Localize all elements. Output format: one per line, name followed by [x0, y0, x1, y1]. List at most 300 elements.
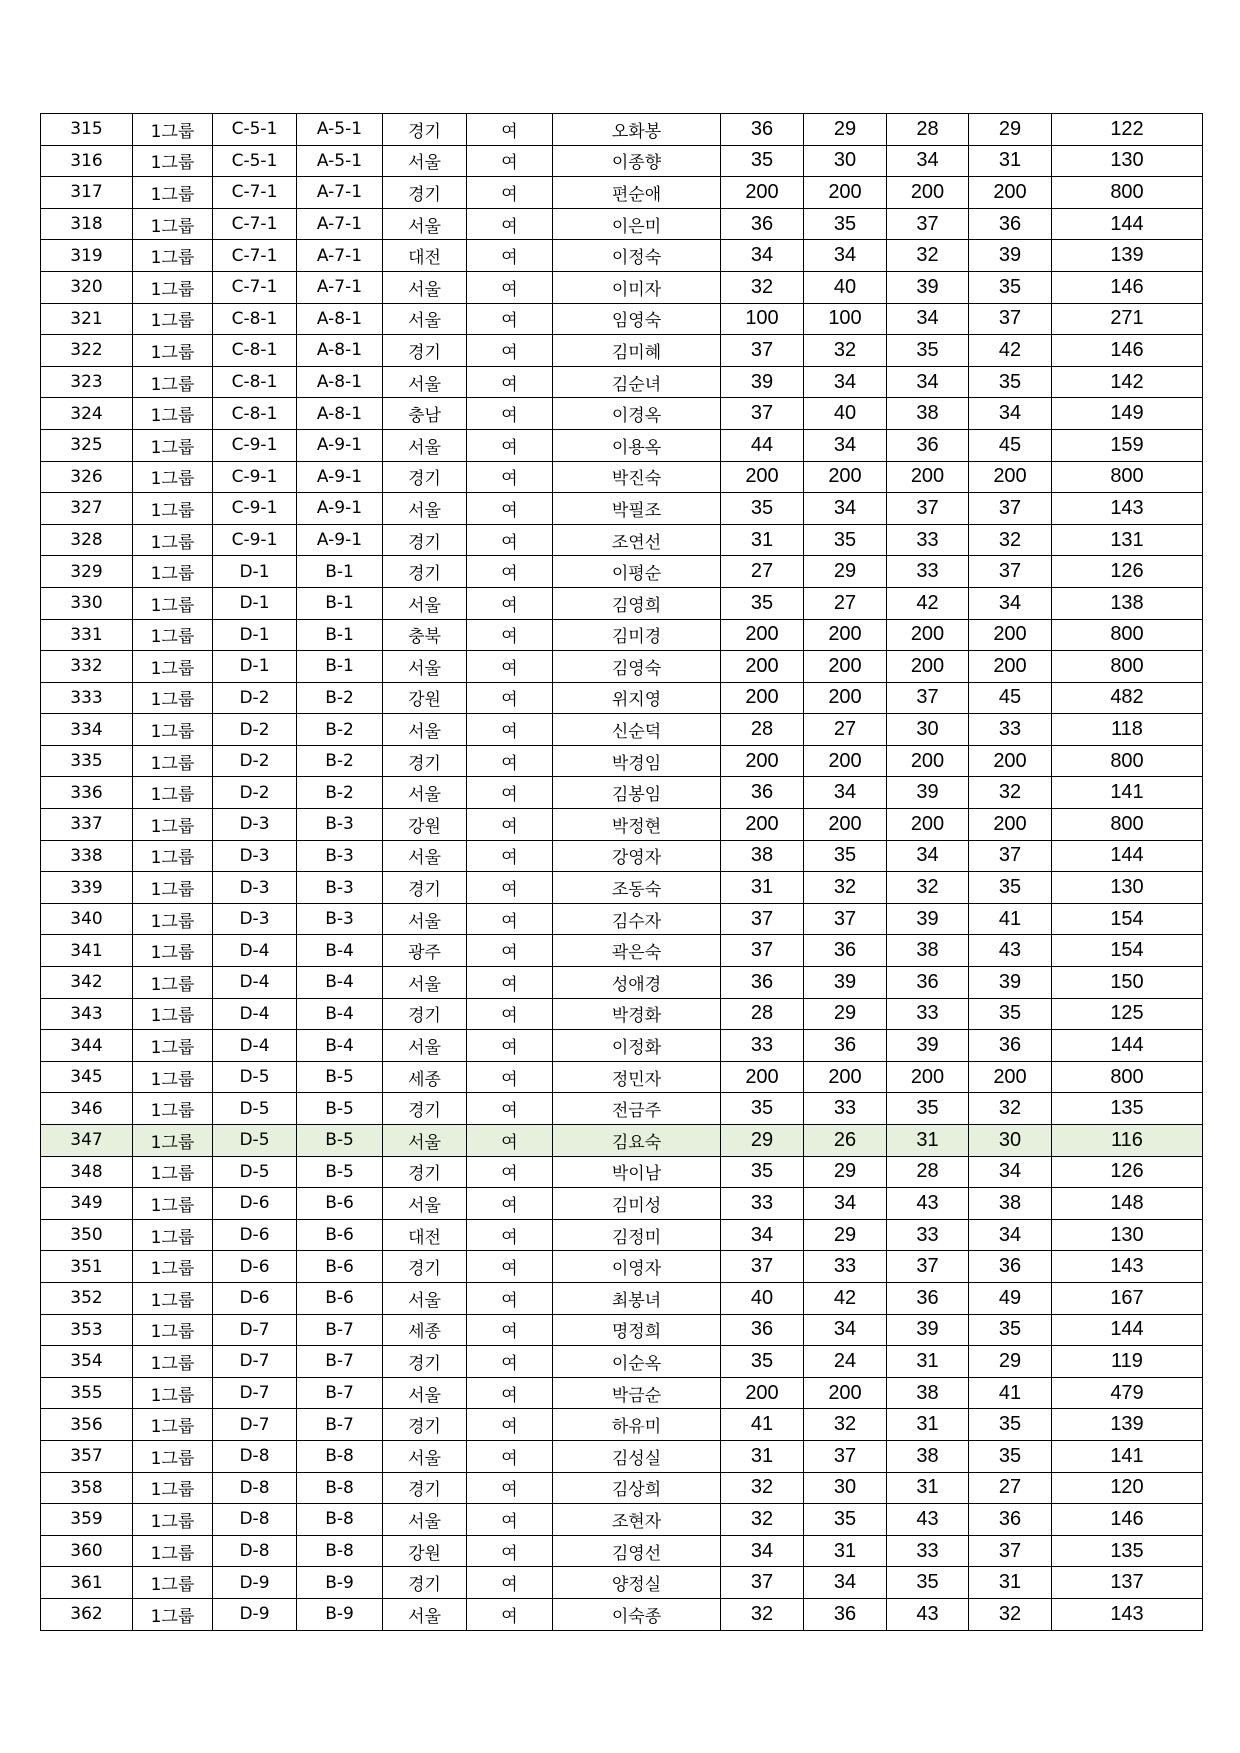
score-round-1-cell: 44 — [721, 429, 804, 461]
total-score-cell: 800 — [1052, 809, 1203, 841]
region-cell: 서울 — [383, 1504, 467, 1536]
gender-cell: 여 — [467, 1377, 553, 1409]
player-name-cell: 강영자 — [553, 840, 721, 872]
course-c-cell: D-2 — [213, 682, 297, 714]
gender-cell: 여 — [467, 1535, 553, 1567]
course-c-cell: D-9 — [213, 1567, 297, 1599]
score-round-1-cell: 36 — [721, 114, 804, 146]
score-round-4-cell: 41 — [969, 903, 1052, 935]
total-score-cell: 141 — [1052, 1440, 1203, 1472]
score-round-3-cell: 200 — [887, 745, 969, 777]
table-row — [41, 1535, 1203, 1567]
player-name-cell: 김미성 — [553, 1188, 721, 1220]
gender-cell: 여 — [467, 998, 553, 1030]
table-row — [41, 1156, 1203, 1188]
score-round-2-cell: 39 — [804, 967, 887, 999]
row-number-cell: 325 — [41, 429, 133, 461]
region-cell: 경기 — [383, 745, 467, 777]
total-score-cell: 800 — [1052, 745, 1203, 777]
score-round-3-cell: 33 — [887, 1219, 969, 1251]
score-round-3-cell: 200 — [887, 1061, 969, 1093]
score-round-2-cell: 36 — [804, 1598, 887, 1630]
course-a-cell: B-5 — [297, 1156, 383, 1188]
gender-cell: 여 — [467, 1346, 553, 1378]
table-row — [41, 935, 1203, 967]
group-cell: 1그룹 — [133, 1377, 213, 1409]
total-score-cell: 271 — [1052, 303, 1203, 335]
course-c-cell: D-6 — [213, 1251, 297, 1283]
score-round-3-cell: 38 — [887, 398, 969, 430]
player-name-cell: 이종향 — [553, 145, 721, 177]
score-round-2-cell: 100 — [804, 303, 887, 335]
region-cell: 경기 — [383, 872, 467, 904]
gender-cell: 여 — [467, 493, 553, 525]
score-round-1-cell: 200 — [721, 1061, 804, 1093]
score-round-1-cell: 35 — [721, 587, 804, 619]
region-cell: 서울 — [383, 493, 467, 525]
score-round-2-cell: 26 — [804, 1125, 887, 1157]
table-row — [41, 1061, 1203, 1093]
score-round-2-cell: 32 — [804, 335, 887, 367]
gender-cell: 여 — [467, 1156, 553, 1188]
course-a-cell: B-4 — [297, 998, 383, 1030]
score-round-1-cell: 37 — [721, 1251, 804, 1283]
course-c-cell: D-9 — [213, 1598, 297, 1630]
group-cell: 1그룹 — [133, 1282, 213, 1314]
score-round-4-cell: 200 — [969, 651, 1052, 683]
score-round-4-cell: 200 — [969, 1061, 1052, 1093]
table-row — [41, 429, 1203, 461]
table-row — [41, 1346, 1203, 1378]
total-score-cell: 148 — [1052, 1188, 1203, 1220]
score-round-4-cell: 32 — [969, 1093, 1052, 1125]
score-round-3-cell: 34 — [887, 840, 969, 872]
score-round-4-cell: 41 — [969, 1377, 1052, 1409]
gender-cell: 여 — [467, 651, 553, 683]
course-c-cell: D-4 — [213, 967, 297, 999]
region-cell: 서울 — [383, 1030, 467, 1062]
region-cell: 서울 — [383, 1377, 467, 1409]
score-round-4-cell: 35 — [969, 1314, 1052, 1346]
gender-cell: 여 — [467, 809, 553, 841]
table-row — [41, 177, 1203, 209]
gender-cell: 여 — [467, 903, 553, 935]
player-name-cell: 이영자 — [553, 1251, 721, 1283]
row-number-cell: 344 — [41, 1030, 133, 1062]
course-c-cell: D-8 — [213, 1440, 297, 1472]
score-round-3-cell: 38 — [887, 1377, 969, 1409]
gender-cell: 여 — [467, 240, 553, 272]
score-round-2-cell: 34 — [804, 429, 887, 461]
total-score-cell: 800 — [1052, 1061, 1203, 1093]
region-cell: 서울 — [383, 587, 467, 619]
gender-cell: 여 — [467, 303, 553, 335]
group-cell: 1그룹 — [133, 303, 213, 335]
score-round-2-cell: 29 — [804, 1156, 887, 1188]
score-round-4-cell: 35 — [969, 1440, 1052, 1472]
score-round-2-cell: 34 — [804, 1188, 887, 1220]
region-cell: 경기 — [383, 461, 467, 493]
player-name-cell: 조동숙 — [553, 872, 721, 904]
total-score-cell: 130 — [1052, 1219, 1203, 1251]
table-row — [41, 1377, 1203, 1409]
group-cell: 1그룹 — [133, 1472, 213, 1504]
score-round-3-cell: 28 — [887, 1156, 969, 1188]
table-row — [41, 998, 1203, 1030]
region-cell: 서울 — [383, 1282, 467, 1314]
group-cell: 1그룹 — [133, 1314, 213, 1346]
course-a-cell: B-5 — [297, 1125, 383, 1157]
gender-cell: 여 — [467, 1314, 553, 1346]
score-round-1-cell: 37 — [721, 1567, 804, 1599]
course-a-cell: B-6 — [297, 1188, 383, 1220]
row-number-cell: 345 — [41, 1061, 133, 1093]
score-round-3-cell: 37 — [887, 682, 969, 714]
gender-cell: 여 — [467, 398, 553, 430]
row-number-cell: 335 — [41, 745, 133, 777]
row-number-cell: 352 — [41, 1282, 133, 1314]
score-round-1-cell: 35 — [721, 1093, 804, 1125]
course-c-cell: D-5 — [213, 1156, 297, 1188]
course-a-cell: B-3 — [297, 809, 383, 841]
region-cell: 강원 — [383, 809, 467, 841]
course-c-cell: C-7-1 — [213, 177, 297, 209]
player-name-cell: 박경화 — [553, 998, 721, 1030]
group-cell: 1그룹 — [133, 524, 213, 556]
course-a-cell: B-1 — [297, 587, 383, 619]
row-number-cell: 357 — [41, 1440, 133, 1472]
score-round-2-cell: 36 — [804, 1030, 887, 1062]
total-score-cell: 800 — [1052, 651, 1203, 683]
score-round-3-cell: 200 — [887, 651, 969, 683]
score-round-1-cell: 36 — [721, 777, 804, 809]
total-score-cell: 167 — [1052, 1282, 1203, 1314]
course-a-cell: B-6 — [297, 1251, 383, 1283]
course-c-cell: D-4 — [213, 935, 297, 967]
course-c-cell: D-3 — [213, 872, 297, 904]
table-row — [41, 651, 1203, 683]
score-round-1-cell: 32 — [721, 1504, 804, 1536]
course-a-cell: B-3 — [297, 903, 383, 935]
gender-cell: 여 — [467, 619, 553, 651]
score-round-2-cell: 35 — [804, 208, 887, 240]
course-a-cell: A-7-1 — [297, 208, 383, 240]
row-number-cell: 351 — [41, 1251, 133, 1283]
score-round-4-cell: 32 — [969, 1598, 1052, 1630]
region-cell: 강원 — [383, 1535, 467, 1567]
group-cell: 1그룹 — [133, 935, 213, 967]
player-name-cell: 신순덕 — [553, 714, 721, 746]
region-cell: 경기 — [383, 1567, 467, 1599]
player-name-cell: 이평순 — [553, 556, 721, 588]
score-round-4-cell: 36 — [969, 1251, 1052, 1283]
table-row — [41, 335, 1203, 367]
player-name-cell: 김미혜 — [553, 335, 721, 367]
score-round-2-cell: 30 — [804, 145, 887, 177]
table-row — [41, 587, 1203, 619]
score-round-1-cell: 200 — [721, 1377, 804, 1409]
group-cell: 1그룹 — [133, 651, 213, 683]
player-name-cell: 김영선 — [553, 1535, 721, 1567]
score-round-3-cell: 37 — [887, 493, 969, 525]
course-c-cell: C-8-1 — [213, 398, 297, 430]
region-cell: 세종 — [383, 1061, 467, 1093]
score-round-2-cell: 29 — [804, 1219, 887, 1251]
row-number-cell: 327 — [41, 493, 133, 525]
region-cell: 경기 — [383, 177, 467, 209]
row-number-cell: 315 — [41, 114, 133, 146]
gender-cell: 여 — [467, 208, 553, 240]
course-a-cell: A-8-1 — [297, 366, 383, 398]
group-cell: 1그룹 — [133, 493, 213, 525]
score-round-1-cell: 31 — [721, 1440, 804, 1472]
score-round-2-cell: 200 — [804, 809, 887, 841]
player-name-cell: 전금주 — [553, 1093, 721, 1125]
row-number-cell: 319 — [41, 240, 133, 272]
total-score-cell: 482 — [1052, 682, 1203, 714]
table-row — [41, 366, 1203, 398]
player-name-cell: 이경옥 — [553, 398, 721, 430]
score-round-1-cell: 32 — [721, 1472, 804, 1504]
course-a-cell: B-8 — [297, 1472, 383, 1504]
score-round-4-cell: 37 — [969, 556, 1052, 588]
score-round-2-cell: 32 — [804, 1409, 887, 1441]
score-round-1-cell: 200 — [721, 745, 804, 777]
score-round-4-cell: 200 — [969, 461, 1052, 493]
course-c-cell: D-1 — [213, 587, 297, 619]
region-cell: 서울 — [383, 840, 467, 872]
score-round-2-cell: 24 — [804, 1346, 887, 1378]
score-round-3-cell: 43 — [887, 1188, 969, 1220]
player-name-cell: 이정숙 — [553, 240, 721, 272]
group-cell: 1그룹 — [133, 1598, 213, 1630]
score-round-1-cell: 35 — [721, 493, 804, 525]
player-name-cell: 김순녀 — [553, 366, 721, 398]
score-round-4-cell: 39 — [969, 240, 1052, 272]
score-round-3-cell: 200 — [887, 177, 969, 209]
group-cell: 1그룹 — [133, 809, 213, 841]
table-row — [41, 1188, 1203, 1220]
course-c-cell: D-1 — [213, 556, 297, 588]
course-c-cell: D-1 — [213, 651, 297, 683]
total-score-cell: 126 — [1052, 1156, 1203, 1188]
row-number-cell: 348 — [41, 1156, 133, 1188]
total-score-cell: 120 — [1052, 1472, 1203, 1504]
player-name-cell: 이순옥 — [553, 1346, 721, 1378]
row-number-cell: 360 — [41, 1535, 133, 1567]
table-row — [41, 271, 1203, 303]
table-row — [41, 398, 1203, 430]
score-round-3-cell: 33 — [887, 998, 969, 1030]
score-round-3-cell: 39 — [887, 1314, 969, 1346]
score-round-2-cell: 200 — [804, 461, 887, 493]
gender-cell: 여 — [467, 429, 553, 461]
course-a-cell: B-7 — [297, 1314, 383, 1346]
score-round-4-cell: 32 — [969, 777, 1052, 809]
table-row — [41, 967, 1203, 999]
total-score-cell: 135 — [1052, 1535, 1203, 1567]
score-round-1-cell: 200 — [721, 461, 804, 493]
score-round-3-cell: 38 — [887, 935, 969, 967]
region-cell: 경기 — [383, 114, 467, 146]
player-name-cell: 김성실 — [553, 1440, 721, 1472]
score-round-4-cell: 35 — [969, 998, 1052, 1030]
course-c-cell: C-5-1 — [213, 114, 297, 146]
player-name-cell: 최봉녀 — [553, 1282, 721, 1314]
score-round-2-cell: 33 — [804, 1093, 887, 1125]
total-score-cell: 130 — [1052, 872, 1203, 904]
course-c-cell: D-7 — [213, 1409, 297, 1441]
score-round-2-cell: 35 — [804, 524, 887, 556]
score-round-1-cell: 200 — [721, 619, 804, 651]
score-round-1-cell: 100 — [721, 303, 804, 335]
course-c-cell: C-9-1 — [213, 461, 297, 493]
score-round-3-cell: 31 — [887, 1346, 969, 1378]
score-round-4-cell: 37 — [969, 303, 1052, 335]
group-cell: 1그룹 — [133, 1188, 213, 1220]
player-name-cell: 김정미 — [553, 1219, 721, 1251]
group-cell: 1그룹 — [133, 177, 213, 209]
region-cell: 경기 — [383, 1251, 467, 1283]
total-score-cell: 144 — [1052, 208, 1203, 240]
score-round-2-cell: 29 — [804, 998, 887, 1030]
table-row — [41, 1504, 1203, 1536]
score-round-4-cell: 35 — [969, 366, 1052, 398]
gender-cell: 여 — [467, 524, 553, 556]
player-name-cell: 정민자 — [553, 1061, 721, 1093]
player-name-cell: 김영희 — [553, 587, 721, 619]
player-name-cell: 임영숙 — [553, 303, 721, 335]
course-a-cell: A-5-1 — [297, 145, 383, 177]
player-name-cell: 박필조 — [553, 493, 721, 525]
score-round-2-cell: 35 — [804, 1504, 887, 1536]
table-row — [41, 1030, 1203, 1062]
score-round-1-cell: 32 — [721, 271, 804, 303]
group-cell: 1그룹 — [133, 1219, 213, 1251]
gender-cell: 여 — [467, 114, 553, 146]
score-round-1-cell: 36 — [721, 1314, 804, 1346]
group-cell: 1그룹 — [133, 840, 213, 872]
score-round-1-cell: 28 — [721, 998, 804, 1030]
row-number-cell: 358 — [41, 1472, 133, 1504]
gender-cell: 여 — [467, 1472, 553, 1504]
score-round-2-cell: 27 — [804, 714, 887, 746]
total-score-cell: 800 — [1052, 177, 1203, 209]
score-round-3-cell: 32 — [887, 240, 969, 272]
course-c-cell: D-5 — [213, 1061, 297, 1093]
row-number-cell: 322 — [41, 335, 133, 367]
row-number-cell: 355 — [41, 1377, 133, 1409]
score-round-3-cell: 39 — [887, 777, 969, 809]
score-round-3-cell: 39 — [887, 903, 969, 935]
score-round-3-cell: 34 — [887, 303, 969, 335]
table-row — [41, 208, 1203, 240]
total-score-cell: 138 — [1052, 587, 1203, 619]
total-score-cell: 135 — [1052, 1093, 1203, 1125]
row-number-cell: 346 — [41, 1093, 133, 1125]
score-round-4-cell: 35 — [969, 1409, 1052, 1441]
course-c-cell: C-9-1 — [213, 429, 297, 461]
row-number-cell: 323 — [41, 366, 133, 398]
score-round-3-cell: 32 — [887, 872, 969, 904]
row-number-cell: 350 — [41, 1219, 133, 1251]
score-round-1-cell: 38 — [721, 840, 804, 872]
group-cell: 1그룹 — [133, 967, 213, 999]
table-row — [41, 461, 1203, 493]
player-name-cell: 양정실 — [553, 1567, 721, 1599]
score-round-3-cell: 34 — [887, 366, 969, 398]
table-row — [41, 1567, 1203, 1599]
score-round-4-cell: 27 — [969, 1472, 1052, 1504]
total-score-cell: 144 — [1052, 1030, 1203, 1062]
gender-cell: 여 — [467, 335, 553, 367]
row-number-cell: 349 — [41, 1188, 133, 1220]
total-score-cell: 143 — [1052, 493, 1203, 525]
score-round-4-cell: 34 — [969, 398, 1052, 430]
player-name-cell: 이숙종 — [553, 1598, 721, 1630]
row-number-cell: 326 — [41, 461, 133, 493]
score-round-3-cell: 39 — [887, 271, 969, 303]
course-a-cell: B-7 — [297, 1409, 383, 1441]
course-a-cell: A-5-1 — [297, 114, 383, 146]
table-row — [41, 745, 1203, 777]
gender-cell: 여 — [467, 1188, 553, 1220]
gender-cell: 여 — [467, 872, 553, 904]
row-number-cell: 318 — [41, 208, 133, 240]
gender-cell: 여 — [467, 271, 553, 303]
course-a-cell: B-4 — [297, 967, 383, 999]
course-a-cell: B-2 — [297, 682, 383, 714]
score-round-4-cell: 29 — [969, 1346, 1052, 1378]
group-cell: 1그룹 — [133, 1030, 213, 1062]
group-cell: 1그룹 — [133, 1125, 213, 1157]
score-round-3-cell: 31 — [887, 1472, 969, 1504]
score-round-4-cell: 34 — [969, 1156, 1052, 1188]
row-number-cell: 331 — [41, 619, 133, 651]
row-number-cell: 359 — [41, 1504, 133, 1536]
group-cell: 1그룹 — [133, 114, 213, 146]
score-round-3-cell: 43 — [887, 1598, 969, 1630]
score-round-2-cell: 40 — [804, 398, 887, 430]
row-number-cell: 347 — [41, 1125, 133, 1157]
region-cell: 서울 — [383, 145, 467, 177]
table-row — [41, 619, 1203, 651]
score-round-4-cell: 38 — [969, 1188, 1052, 1220]
score-round-2-cell: 200 — [804, 1061, 887, 1093]
course-a-cell: A-7-1 — [297, 271, 383, 303]
score-round-2-cell: 37 — [804, 1440, 887, 1472]
course-c-cell: D-4 — [213, 1030, 297, 1062]
group-cell: 1그룹 — [133, 145, 213, 177]
group-cell: 1그룹 — [133, 872, 213, 904]
row-number-cell: 342 — [41, 967, 133, 999]
table-row — [41, 1251, 1203, 1283]
score-round-4-cell: 35 — [969, 271, 1052, 303]
score-round-1-cell: 33 — [721, 1030, 804, 1062]
score-round-1-cell: 37 — [721, 903, 804, 935]
score-round-3-cell: 37 — [887, 208, 969, 240]
score-round-2-cell: 37 — [804, 903, 887, 935]
region-cell: 경기 — [383, 1093, 467, 1125]
score-round-1-cell: 34 — [721, 1535, 804, 1567]
score-round-3-cell: 33 — [887, 524, 969, 556]
player-name-cell: 이정화 — [553, 1030, 721, 1062]
table-row — [41, 777, 1203, 809]
course-c-cell: D-2 — [213, 714, 297, 746]
score-round-3-cell: 39 — [887, 1030, 969, 1062]
total-score-cell: 154 — [1052, 935, 1203, 967]
score-table — [40, 113, 1203, 1631]
